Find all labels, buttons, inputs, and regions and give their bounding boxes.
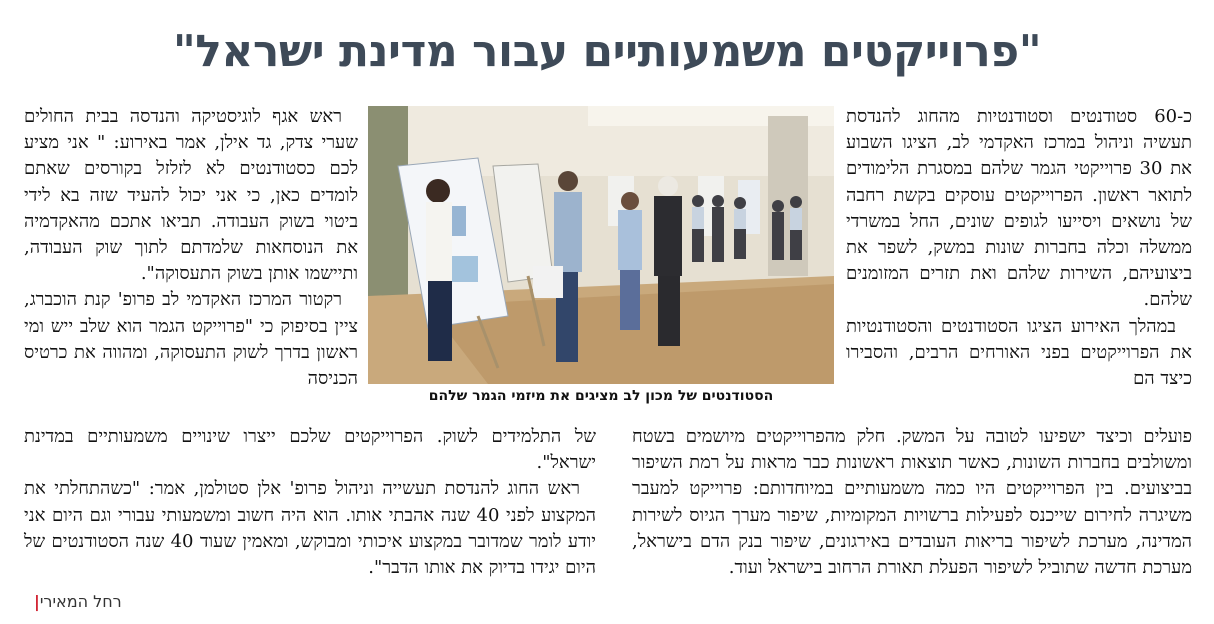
byline-divider: |	[34, 592, 40, 611]
event-photo	[368, 106, 834, 384]
bottom-right-column	[632, 424, 1192, 581]
bottom-right-paragraph: פועלים וכיצד ישפיעו לטובה על המשק. חלק מהפרוייקטים מיושמים בשטח ומשולבים בחברות השונות, כאשר תוצאות ראשונות כבר מראות על רמת השיפור בביצועים. בין הפרוייקטים היו כמה משמעותיים במיוחדותם: פרוייקט למעבר משיגרה לחירום שייכנס לפעילות ברשויות המקומיות, שיפור מערך הגיוס לשירות המדינה, מערכת לשיפור בריאות העובדים באירגונים, שיפור בנק הדם בישראל, מערכת חדשה שתוביל לשיפור הפעלת תאורת הרחוב בישראל ועוד.	[632, 426, 1192, 579]
author-byline	[28, 592, 122, 611]
photo-caption: הסטודנטים של מכון לב מציגים את מיזמי הגמר שלהם	[428, 388, 774, 404]
bottom-left-column	[24, 424, 596, 581]
event-photo-illustration	[368, 106, 834, 384]
article-headline: "פרוייקטים משמעותיים עבור מדינת ישראל"	[172, 26, 1042, 77]
left-paragraph-2: רקטור המרכז האקדמי לב פרופ' קנת הוכברג, ציין בסיפוק כי "פרוייקט הגמר הוא שלב ייש ומי ראשון בדרך לשוק התעסוקה, ומהווה את כרטיס הכניסה	[24, 289, 358, 390]
left-column	[24, 104, 358, 392]
right-paragraph-2: במהלך האירוע הציגו הסטודנטים והסטודנטיות את הפרוייקטים בפני האורחים הרבים, והסבירו כיצד הם	[846, 315, 1192, 390]
byline-name: רחל המאירי	[39, 592, 122, 611]
right-paragraph-1: כ-60 סטודנטים וסטודנטיות מהחוג להנדסת תעשיה וניהול במרכז האקדמי לב, הציגו השבוע את 30 פרוייקטי הגמר שלהם במסגרת הלימודים לתואר ראשון. הפרוייקטים עוסקים בקשת רחבה של נושאים ויסייעו לגופים שונים, החל במשרדי ממשלה וכלה בחברות שונות במשק, לשפר את ביצועיהם, השירות שלהם ואת תזרים המזומנים שלהם.	[846, 106, 1192, 311]
left-paragraph-1: ראש אגף לוגיסטיקה והנדסה בבית החולים שערי צדק, גד אילן, אמר באירוע: " אני מציע לכם כסטודנטים לא לזלזל בקורסים שאתם לומדים כאן, כי אני יכול להעיד שזה בא לידי ביטוי בשוק העבודה. תביאו אתכם מהאקדמיה את הנוסחאות שלמדתם לתוך שוק העבודה, ותיישמו אותן בשוק התעסוקה".	[24, 106, 358, 285]
bottom-left-paragraph-1: של התלמידים לשוק. הפרוייקטים שלכם ייצרו שינויים משמעותיים במדינת ישראל".	[24, 426, 596, 474]
bottom-left-paragraph-2: ראש החוג להנדסת תעשייה וניהול פרופ' אלן סטולמן, אמר: "כשהתחלתי את המקצוע לפני 40 שנה אהבתי אותו. הוא היה חשוב ומשמעותי עבורי וגם היום אני יודע לומר שמדובר במקצוע איכותי ומבוקש, ומאמין שעוד 40 שנה הסטודנטים של היום יגידו בדיוק את אותו הדבר".	[24, 478, 597, 579]
right-column	[846, 104, 1192, 392]
